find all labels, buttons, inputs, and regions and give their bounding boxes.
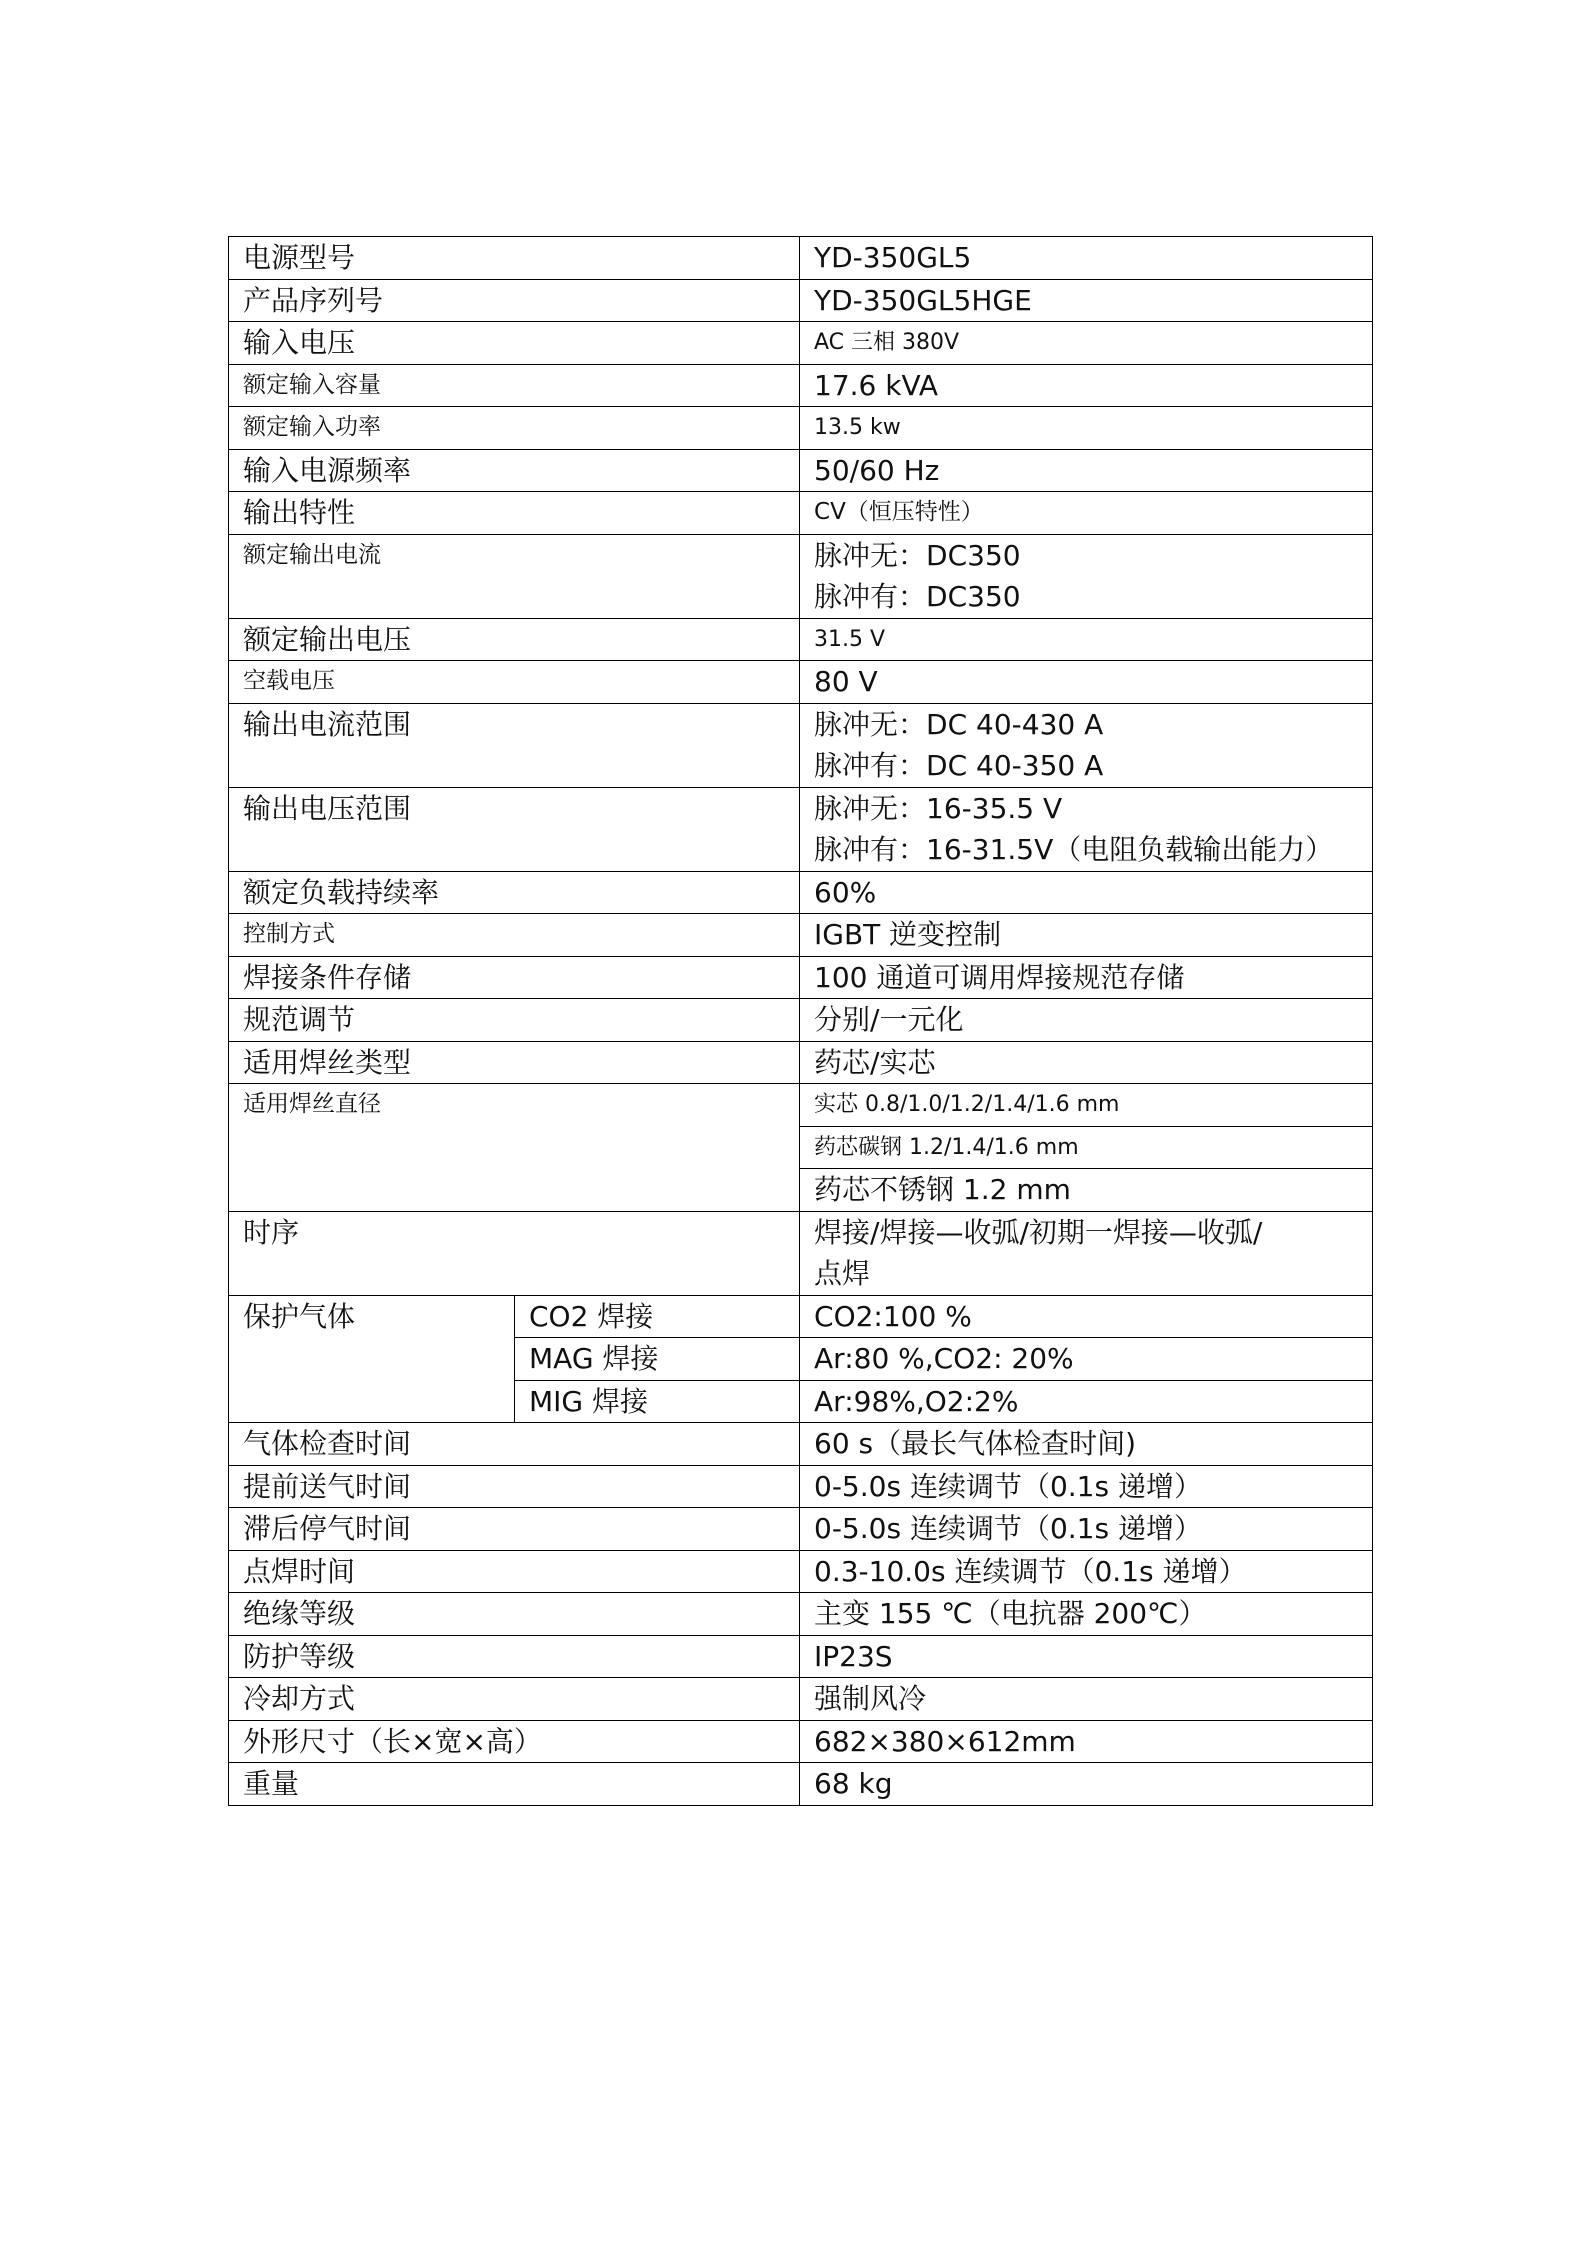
row-value: 药芯/实芯	[800, 1041, 1373, 1084]
table-row	[229, 1084, 1373, 1127]
row-value: 强制风冷	[800, 1678, 1373, 1721]
row-value: CV（恒压特性）	[800, 492, 1373, 535]
row-value: AC 三相 380V	[800, 322, 1373, 365]
row-label: 规范调节	[229, 999, 800, 1042]
row-value: Ar:80 %,CO2: 20%	[800, 1338, 1373, 1381]
table-row	[229, 1635, 1373, 1678]
table-row	[229, 787, 1373, 871]
table-row	[229, 703, 1373, 787]
row-value: CO2:100 %	[800, 1295, 1373, 1338]
row-value: 0.3-10.0s 连续调节（0.1s 递增）	[800, 1550, 1373, 1593]
row-label: 保护气体	[229, 1295, 515, 1423]
row-label: 电源型号	[229, 237, 800, 280]
table-row	[229, 1720, 1373, 1763]
row-value: 80 V	[800, 661, 1373, 704]
row-value: 68 kg	[800, 1763, 1373, 1806]
row-label: 点焊时间	[229, 1550, 800, 1593]
sub-label: MIG 焊接	[515, 1380, 800, 1423]
table-row	[229, 1678, 1373, 1721]
row-label: 输出电流范围	[229, 703, 800, 787]
table-row	[229, 279, 1373, 322]
row-label: 气体检查时间	[229, 1423, 800, 1466]
table-row	[229, 492, 1373, 535]
row-value: 焊接/焊接—收弧/初期一焊接—收弧/ 点焊	[800, 1211, 1373, 1295]
row-value: 分别/一元化	[800, 999, 1373, 1042]
table-row	[229, 237, 1373, 280]
table-row	[229, 322, 1373, 365]
row-label: 额定输入容量	[229, 364, 800, 407]
row-label: 输出特性	[229, 492, 800, 535]
table-row	[229, 1041, 1373, 1084]
row-value: 31.5 V	[800, 618, 1373, 661]
row-value: 药芯碳钢 1.2/1.4/1.6 mm	[800, 1126, 1373, 1169]
row-label: 时序	[229, 1211, 800, 1295]
row-value: 13.5 kw	[800, 407, 1373, 450]
row-value: YD-350GL5HGE	[800, 279, 1373, 322]
row-value: 60%	[800, 871, 1373, 914]
row-label: 防护等级	[229, 1635, 800, 1678]
row-label: 产品序列号	[229, 279, 800, 322]
row-label: 冷却方式	[229, 1678, 800, 1721]
row-value: YD-350GL5	[800, 237, 1373, 280]
table-row	[229, 364, 1373, 407]
row-label: 额定负载持续率	[229, 871, 800, 914]
row-value: 0-5.0s 连续调节（0.1s 递增）	[800, 1465, 1373, 1508]
table-row	[229, 1550, 1373, 1593]
table-row	[229, 914, 1373, 957]
table-row	[229, 1465, 1373, 1508]
row-label: 适用焊丝直径	[229, 1084, 800, 1212]
sub-label: MAG 焊接	[515, 1338, 800, 1381]
row-value: 主变 155 ℃（电抗器 200℃）	[800, 1593, 1373, 1636]
row-label: 重量	[229, 1763, 800, 1806]
table-row	[229, 407, 1373, 450]
row-value: 50/60 Hz	[800, 449, 1373, 492]
table-row	[229, 534, 1373, 618]
row-value: 100 通道可调用焊接规范存储	[800, 956, 1373, 999]
row-label: 绝缘等级	[229, 1593, 800, 1636]
row-label: 空载电压	[229, 661, 800, 704]
row-label: 额定输出电流	[229, 534, 800, 618]
row-label: 输入电压	[229, 322, 800, 365]
row-label: 输入电源频率	[229, 449, 800, 492]
table-row	[229, 449, 1373, 492]
table-row	[229, 956, 1373, 999]
row-label: 输出电压范围	[229, 787, 800, 871]
table-row	[229, 1295, 1373, 1338]
row-value: Ar:98%,O2:2%	[800, 1380, 1373, 1423]
table-row	[229, 1508, 1373, 1551]
table-row	[229, 1423, 1373, 1466]
row-value: IGBT 逆变控制	[800, 914, 1373, 957]
row-value: 60 s（最长气体检查时间)	[800, 1423, 1373, 1466]
table-row	[229, 661, 1373, 704]
row-label: 额定输入功率	[229, 407, 800, 450]
row-label: 控制方式	[229, 914, 800, 957]
row-value: 脉冲无：16-35.5 V 脉冲有：16-31.5V（电阻负载输出能力）	[800, 787, 1373, 871]
row-value: 682×380×612mm	[800, 1720, 1373, 1763]
row-value: IP23S	[800, 1635, 1373, 1678]
row-value: 药芯不锈钢 1.2 mm	[800, 1169, 1373, 1212]
sub-label: CO2 焊接	[515, 1295, 800, 1338]
row-value: 17.6 kVA	[800, 364, 1373, 407]
table-row	[229, 1211, 1373, 1295]
table-row	[229, 618, 1373, 661]
row-label: 外形尺寸（长×宽×高）	[229, 1720, 800, 1763]
spec-table	[228, 236, 1373, 1806]
row-value: 实芯 0.8/1.0/1.2/1.4/1.6 mm	[800, 1084, 1373, 1127]
table-row	[229, 871, 1373, 914]
row-label: 焊接条件存储	[229, 956, 800, 999]
row-label: 额定输出电压	[229, 618, 800, 661]
table-row	[229, 1593, 1373, 1636]
table-row	[229, 999, 1373, 1042]
row-value: 脉冲无：DC350 脉冲有：DC350	[800, 534, 1373, 618]
row-label: 滞后停气时间	[229, 1508, 800, 1551]
row-label: 适用焊丝类型	[229, 1041, 800, 1084]
table-row	[229, 1763, 1373, 1806]
row-value: 0-5.0s 连续调节（0.1s 递增）	[800, 1508, 1373, 1551]
row-value: 脉冲无：DC 40-430 A 脉冲有：DC 40-350 A	[800, 703, 1373, 787]
row-label: 提前送气时间	[229, 1465, 800, 1508]
